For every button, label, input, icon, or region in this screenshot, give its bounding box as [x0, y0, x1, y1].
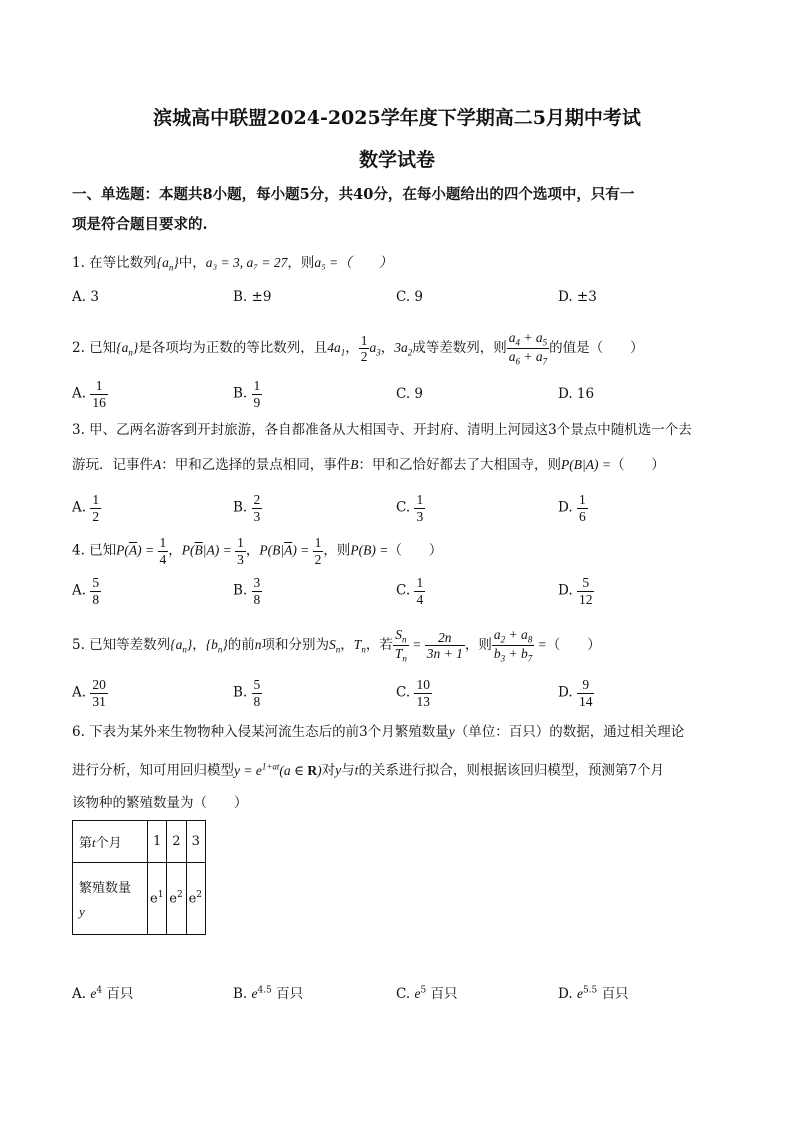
q6-c-label: C. [396, 986, 411, 1002]
q1-ask: a₅ =（ ） [314, 255, 393, 270]
q6-a-label: A. [72, 986, 87, 1002]
q4-c-den: 4 [416, 591, 424, 607]
q6-row2-header-line1: 繁殖数量 [79, 881, 132, 896]
q5-b-den: 8 [253, 693, 261, 709]
q6-line2-mid2: 与 [341, 762, 355, 779]
q6-y: y [448, 724, 455, 739]
q6-y2: y [335, 762, 342, 778]
q5-c-frac [414, 677, 432, 709]
q6-table-cell [167, 863, 186, 935]
q4-a-den: 8 [92, 591, 100, 607]
q4-p2: $P(\overline{B}|A)$ = [181, 542, 236, 558]
q6-row2-base: e [188, 891, 197, 907]
q5-ask-eq: = [534, 637, 547, 653]
q3-event-b: B [350, 457, 359, 472]
q2-term2: $a_3$ [369, 340, 381, 358]
q6-c-exp: 5 [420, 985, 427, 996]
q6-line1-post: （单位：百只）的数据，通过相关理论 [454, 724, 685, 740]
q4-b-frac [252, 575, 263, 607]
q3-d-den: 6 [578, 508, 586, 524]
q2-a-label: A. [72, 385, 87, 402]
q6-option-b: B. $e^{4.5}$ 百只 [233, 985, 304, 1002]
q3-option-a [72, 492, 101, 524]
q2-ratio-frac: $\frac{a_4 + a_5}{a_6 + a_7}$ [508, 330, 548, 367]
q6-line2-post: 的关系进行拟合，则根据该回归模型，预测第7个月 [358, 762, 665, 779]
q5-mid3: ，若 [365, 637, 393, 654]
section-heading-line2: 项是符合题目要求的. [72, 216, 208, 233]
q5-b-num: 5 [253, 677, 261, 692]
q5-mid4: ，则 [464, 637, 492, 654]
q3-c-num: 1 [416, 492, 424, 507]
q5-b-frac [252, 677, 263, 709]
q3-a-den: 2 [92, 508, 100, 524]
q2-seq: $\{a_n\}$ [116, 340, 139, 358]
q3-line2-pre: 游玩．记事件 [72, 457, 153, 473]
q5-a-label: A. [72, 684, 87, 701]
question-6-line1 [72, 725, 684, 740]
q1-option-d: D. ±3 [558, 289, 597, 305]
q6-table-cell: 1 [148, 821, 167, 863]
q3-c-label: C. [396, 499, 411, 516]
q6-c-unit: 百只 [430, 986, 458, 1002]
q5-end: （ ） [546, 637, 601, 654]
q3-a-frac [90, 492, 101, 524]
q6-table-row2-header [73, 863, 148, 935]
q2-option-a [72, 378, 108, 410]
q6-row2-exp: 2 [176, 890, 183, 901]
q4-option-b [233, 575, 262, 607]
q2-term3: $3a_2$ [394, 340, 413, 358]
q4-b-num: 3 [253, 575, 261, 590]
q5-ratio-st: $\frac{S_n}{T_n}$ [394, 627, 407, 664]
q6-row2-base: e [169, 891, 177, 907]
q4-post: ，则 [323, 542, 351, 559]
q2-post: 的值是（ ） [549, 340, 644, 357]
q3-a-num: 1 [92, 492, 100, 507]
q6-b-exp: 4.5 [257, 985, 272, 996]
q5-sn: $S_n$ [329, 637, 341, 655]
q6-line2-mid: 对 [321, 762, 336, 779]
q4-end: （ ） [388, 542, 443, 559]
q5-option-c [396, 677, 432, 709]
q3-option-c [396, 492, 425, 524]
q5-eq: = [408, 637, 425, 653]
q2-a-den: 16 [92, 394, 106, 410]
q5-b-label: B. [233, 684, 248, 701]
q1-seq: $\{a_n\}$ [156, 255, 179, 273]
q4-option-a [72, 575, 101, 607]
q6-table-cell [148, 863, 167, 935]
q5-d-den: 14 [578, 693, 593, 709]
q5-c-num: 10 [416, 677, 430, 692]
q4-d-num: 5 [577, 575, 595, 592]
question-6-line2 [72, 762, 664, 778]
q5-seq-b: $\{b_n\}$ [205, 637, 228, 655]
q5-c-den: 13 [416, 693, 430, 709]
question-1 [72, 256, 392, 273]
q2-b-num: 1 [253, 378, 261, 393]
q4-d-label: D. [558, 582, 573, 599]
q2-a-frac [90, 378, 108, 410]
q3-b-num: 2 [253, 492, 261, 507]
q6-table-cell [186, 863, 205, 935]
q5-pre: 5. 已知等差数列 [72, 637, 171, 654]
q5-seq-a: $\{a_n\}$ [170, 637, 193, 655]
q3-d-num: 1 [578, 492, 586, 507]
q3-a-label: A. [72, 499, 87, 516]
q6-row2-exp: 1 [157, 890, 164, 901]
question-5: 5. 已知等差数列$\{a_n\}$，$\{b_n\}$的前n项和分别为$S_n$，$T_n$，若 $\frac{S_n}{T_n}$ = $\frac{2n}{3n + 1}$ ，则 $\frac{a_2 + a_8}{b_3 + b_7}$ =（ ） [72, 627, 601, 664]
q6-d-label: D. [558, 986, 573, 1002]
q3-line2-post: ：甲和乙恰好都去了大相国寺，则 [358, 457, 561, 473]
q5-tn: $T_n$ [353, 637, 366, 655]
q6-b-unit: 百只 [276, 986, 304, 1002]
q2-b-label: B. [233, 385, 248, 402]
q2-a-num: 1 [90, 378, 108, 395]
q5-option-b [233, 677, 262, 709]
q2-term1: $4a_1$ [327, 340, 346, 358]
question-3-line2 [72, 458, 665, 473]
q6-row2-exp: 2 [196, 890, 202, 901]
q4-p2-frac: $\frac{1}{3}$ [237, 535, 244, 567]
q2-mid: 是各项均为正数的等比数列，且 [138, 340, 328, 357]
question-6-line3: 该物种的繁殖数量为（ ） [72, 795, 248, 811]
q3-c-den: 3 [416, 508, 424, 524]
q4-option-c [396, 575, 425, 607]
q2-b-den: 9 [253, 394, 261, 410]
q5-d-num: 9 [577, 677, 595, 694]
q3-prob: P(B|A) = [561, 457, 611, 472]
q6-row1-header-post: 个月 [95, 836, 122, 851]
q3-line2-end: （ ） [610, 457, 665, 473]
q5-ratio-n: $\frac{2n}{3n + 1}$ [426, 629, 463, 662]
q4-p1: $P(\overline{A})$ = [116, 542, 158, 558]
q2-term2-frac: $\frac{1}{2}$ [360, 332, 368, 365]
q6-data-table [72, 820, 206, 935]
q2-option-b [233, 378, 262, 410]
q6-t: t [354, 762, 359, 778]
q4-b-label: B. [233, 582, 248, 599]
q6-a-unit: 百只 [106, 986, 134, 1002]
q6-row2-base: e [150, 891, 158, 907]
q4-p3: $P(B|\overline{A})$ = [259, 542, 313, 558]
q4-pre: 4. 已知 [72, 542, 117, 559]
q2-option-d: D. 16 [558, 386, 595, 402]
q4-a-num: 5 [92, 575, 100, 590]
page-subtitle: 数学试卷 [358, 149, 435, 171]
q3-line2-mid: ：甲和乙选择的景点相同，事件 [161, 457, 351, 473]
q1-post: ，则 [287, 255, 315, 271]
q1-mid: 中， [178, 255, 206, 271]
q4-c-label: C. [396, 582, 411, 599]
q6-table-cell: 2 [167, 821, 186, 863]
q3-b-frac [252, 492, 263, 524]
q4-c-num: 1 [416, 575, 424, 590]
q5-a-num: 20 [92, 677, 106, 692]
q1-option-b: B. ±9 [233, 289, 272, 305]
q5-c-label: C. [396, 684, 411, 701]
q6-line1-pre: 6. 下表为某外来生物物种入侵某河流生态后的前3个月繁殖数量 [72, 724, 449, 740]
q5-mid: 的前 [227, 637, 255, 654]
q4-ask: P(B) = [350, 542, 389, 558]
page-title: 滨城高中联盟2024-2025学年度下学期高二5月期中考试 [153, 107, 641, 129]
q4-d-den: 12 [578, 591, 593, 607]
question-3-line1: 3. 甲、乙两名游客到开封旅游，各自都准备从大相国寺、开封府、清明上河园这3个景点中随机选一个去 [72, 422, 692, 438]
q4-p3-frac: $\frac{1}{2}$ [314, 535, 322, 567]
q3-option-d [558, 492, 588, 524]
q5-a-den: 31 [92, 693, 106, 709]
q4-d-frac [577, 575, 595, 607]
q4-b-den: 8 [253, 591, 261, 607]
q6-line2-pre: 进行分析，知可用回归模型 [72, 762, 234, 779]
q6-d-unit: 百只 [601, 986, 629, 1002]
q2-mid2: 成等差数列，则 [412, 340, 507, 357]
q5-d-frac [577, 677, 595, 709]
q3-option-b [233, 492, 262, 524]
q3-b-den: 3 [253, 508, 261, 524]
q6-model: $y = e^{1+at}(a$ ∈ R) [234, 761, 322, 778]
q6-row1-t: t [92, 835, 96, 850]
q3-event-a: A [153, 457, 162, 472]
q4-c-frac [414, 575, 425, 607]
q2-option-c: C. 9 [396, 386, 424, 402]
q6-option-d: D. $e^{5.5}$ 百只 [558, 985, 629, 1002]
q5-a-frac [90, 677, 108, 709]
q4-option-d [558, 575, 594, 607]
q5-ask-frac: $\frac{a_2 + a_8}{b_3 + b_7}$ [493, 627, 533, 664]
q3-c-frac [414, 492, 425, 524]
q5-option-a [72, 677, 108, 709]
q5-n: n [254, 637, 262, 653]
q6-table-row1-header [73, 821, 148, 863]
q6-row1-header-pre: 第 [79, 836, 93, 851]
q6-d-exp: 5.5 [582, 985, 598, 996]
q6-b-label: B. [233, 986, 248, 1002]
question-2: 2. 已知$\{a_n\}$是各项均为正数的等比数列，且$4a_1$， $\frac{1}{2}$ $a_3$，$3a_2$成等差数列，则 $\frac{a_4 + a_5}{a_6 + a_7}$ 的值是（ ） [72, 330, 644, 367]
q1-pre: 1. 在等比数列 [72, 255, 157, 271]
q6-table-cell: 3 [186, 821, 205, 863]
q4-a-label: A. [72, 582, 87, 599]
q1-option-c: C. 9 [396, 289, 424, 305]
q5-option-d [558, 677, 594, 709]
q4-a-frac [90, 575, 101, 607]
q1-cond: a₃ = 3, a₇ = 27 [205, 255, 288, 270]
q4-p1-frac: $\frac{1}{4}$ [159, 535, 167, 567]
section-heading-line1: 一、单选题：本题共8小题，每小题5分，共40分，在每小题给出的四个选项中，只有一 [72, 186, 635, 203]
q6-option-a: A. $e^4$ 百只 [72, 985, 134, 1002]
q6-row2-header-line2: y [79, 904, 85, 919]
question-4: 4. 已知$P(\overline{A})$ = $\frac{1}{4}$ ，$P(\overline{B}|A)$ = $\frac{1}{3}$ ，$P(B|\overline{A})$ = $\frac{1}{2}$ ，则P(B) =（ ） [72, 535, 443, 567]
q3-b-label: B. [233, 499, 248, 516]
q6-a-exp: 4 [96, 985, 103, 996]
q3-d-label: D. [558, 499, 573, 516]
q2-pre: 2. 已知 [72, 340, 117, 357]
q3-d-frac [577, 492, 588, 524]
q1-option-a: A. 3 [72, 289, 99, 305]
q5-d-label: D. [558, 684, 573, 701]
q2-b-frac [252, 378, 263, 410]
q5-mid2: 项和分别为 [261, 637, 330, 654]
q6-option-c: C. $e^5$ 百只 [396, 985, 458, 1002]
